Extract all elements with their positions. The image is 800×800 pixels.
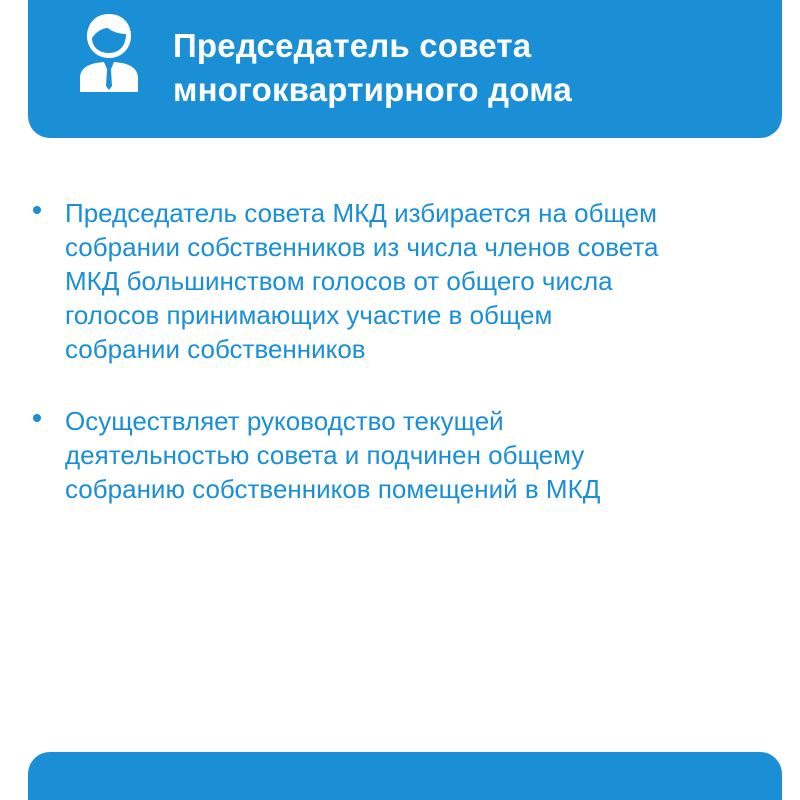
bullet-line: собрании собственников bbox=[65, 334, 366, 364]
bullet-line: деятельностью совета и подчинен общему bbox=[65, 440, 585, 470]
bullet-line: Председатель совета МКД избирается на общем bbox=[65, 198, 657, 228]
bullet-dot-icon bbox=[33, 206, 41, 214]
page-title-line-2: многоквартирного дома bbox=[173, 71, 572, 108]
header-banner bbox=[28, 0, 782, 138]
bullet-line: голосов принимающих участие в общем bbox=[65, 300, 553, 330]
bullet-item-management bbox=[30, 404, 780, 506]
bullet-line: Осуществляет руководство текущей bbox=[65, 406, 504, 436]
page-title-line-1: Председатель совета bbox=[173, 27, 532, 64]
bullet-text bbox=[65, 196, 780, 366]
bullet-dot-icon bbox=[33, 414, 41, 422]
bullet-list bbox=[30, 196, 780, 544]
footer-banner bbox=[28, 752, 782, 800]
chairman-person-icon bbox=[78, 12, 140, 92]
bullet-item-election bbox=[30, 196, 780, 366]
bullet-line: собрании собственников из числа членов совета bbox=[65, 232, 659, 262]
page-title bbox=[173, 24, 572, 112]
bullet-text bbox=[65, 404, 780, 506]
bullet-line: МКД большинством голосов от общего числа bbox=[65, 266, 613, 296]
bullet-line: собранию собственников помещений в МКД bbox=[65, 474, 601, 504]
